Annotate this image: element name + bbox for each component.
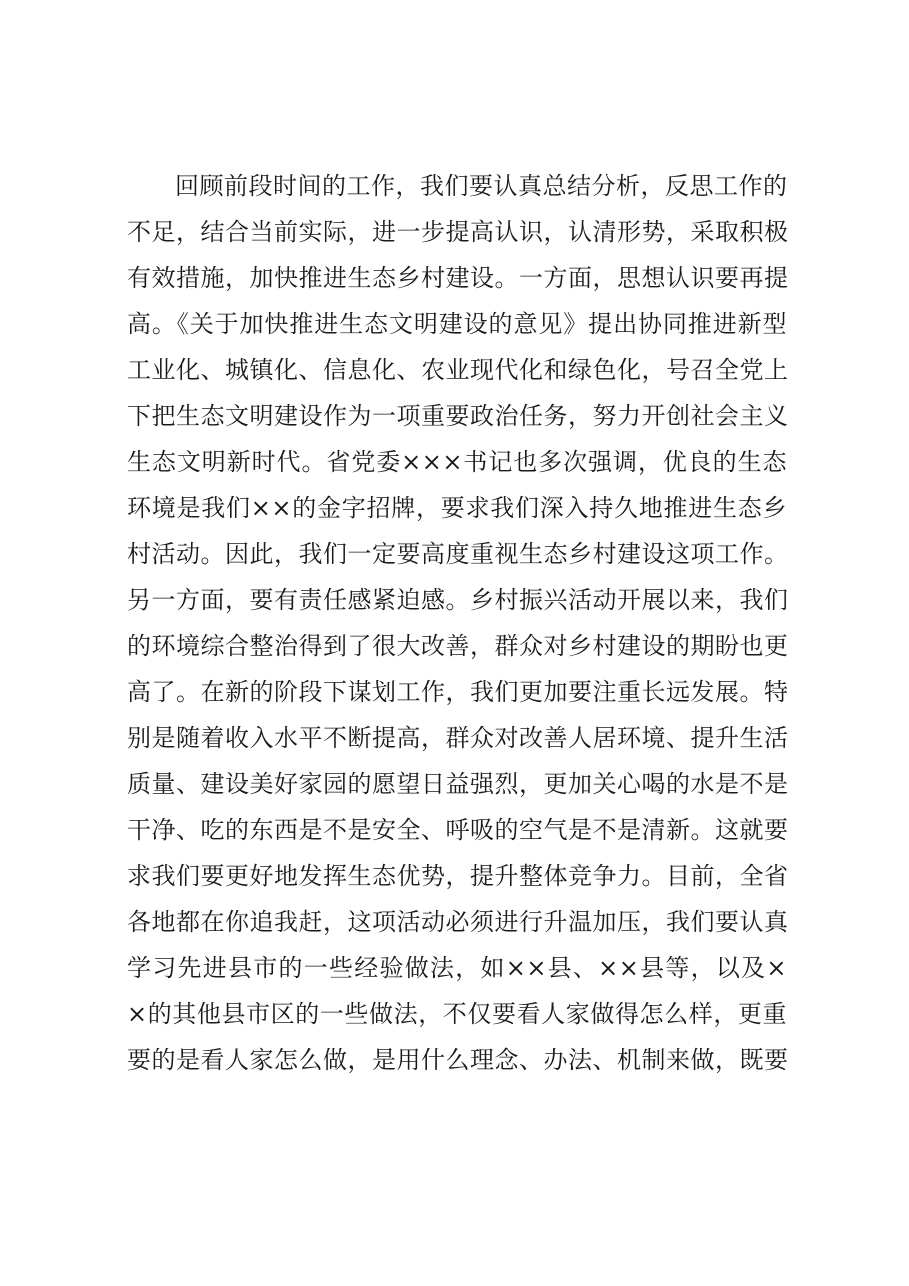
text-line: 另一方面，要有责任感紧迫感。乡村振兴活动开展以来，我们 (127, 586, 789, 614)
text-line: 高。《关于加快推进生态文明建设的意见》提出协同推进新型 (127, 310, 787, 338)
text-line: 要的是看人家怎么做，是用什么理念、办法、机制来做，既要 (127, 1046, 789, 1074)
text-line: ×的其他县市区的一些做法，不仅要看人家做得怎么样，更重 (127, 1000, 787, 1028)
text-line: 求我们要更好地发挥生态优势，提升整体竞争力。目前，全省 (127, 862, 789, 890)
text-line: 村活动。因此，我们一定要高度重视生态乡村建设这项工作。 (127, 540, 789, 568)
body-paragraph (127, 163, 787, 1083)
text-line: 回顾前段时间的工作，我们要认真总结分析，反思工作的 (175, 172, 788, 200)
text-line: 干净、吃的东西是不是安全、呼吸的空气是不是清新。这就要 (127, 816, 789, 844)
text-line: 高了。在新的阶段下谋划工作，我们更加要注重长远发展。特 (127, 678, 789, 706)
text-line: 工业化、城镇化、信息化、农业现代化和绿色化，号召全党上 (127, 356, 789, 384)
text-line: 不足，结合当前实际，进一步提高认识，认清形势，采取积极 (127, 218, 789, 246)
text-line: 环境是我们××的金字招牌，要求我们深入持久地推进生态乡 (127, 494, 787, 522)
text-line: 下把生态文明建设作为一项重要政治任务，努力开创社会主义 (127, 402, 789, 430)
text-line: 学习先进县市的一些经验做法，如××县、××县等，以及× (127, 954, 787, 982)
text-line: 有效措施，加快推进生态乡村建设。一方面，思想认识要再提 (127, 264, 789, 292)
text-line: 生态文明新时代。省党委×××书记也多次强调，优良的生态 (127, 448, 787, 476)
text-line: 的环境综合整治得到了很大改善，群众对乡村建设的期盼也更 (127, 632, 789, 660)
text-line: 质量、建设美好家园的愿望日益强烈，更加关心喝的水是不是 (127, 770, 789, 798)
text-line: 各地都在你追我赶，这项活动必须进行升温加压，我们要认真 (127, 908, 789, 936)
text-line: 别是随着收入水平不断提高，群众对改善人居环境、提升生活 (127, 724, 789, 752)
